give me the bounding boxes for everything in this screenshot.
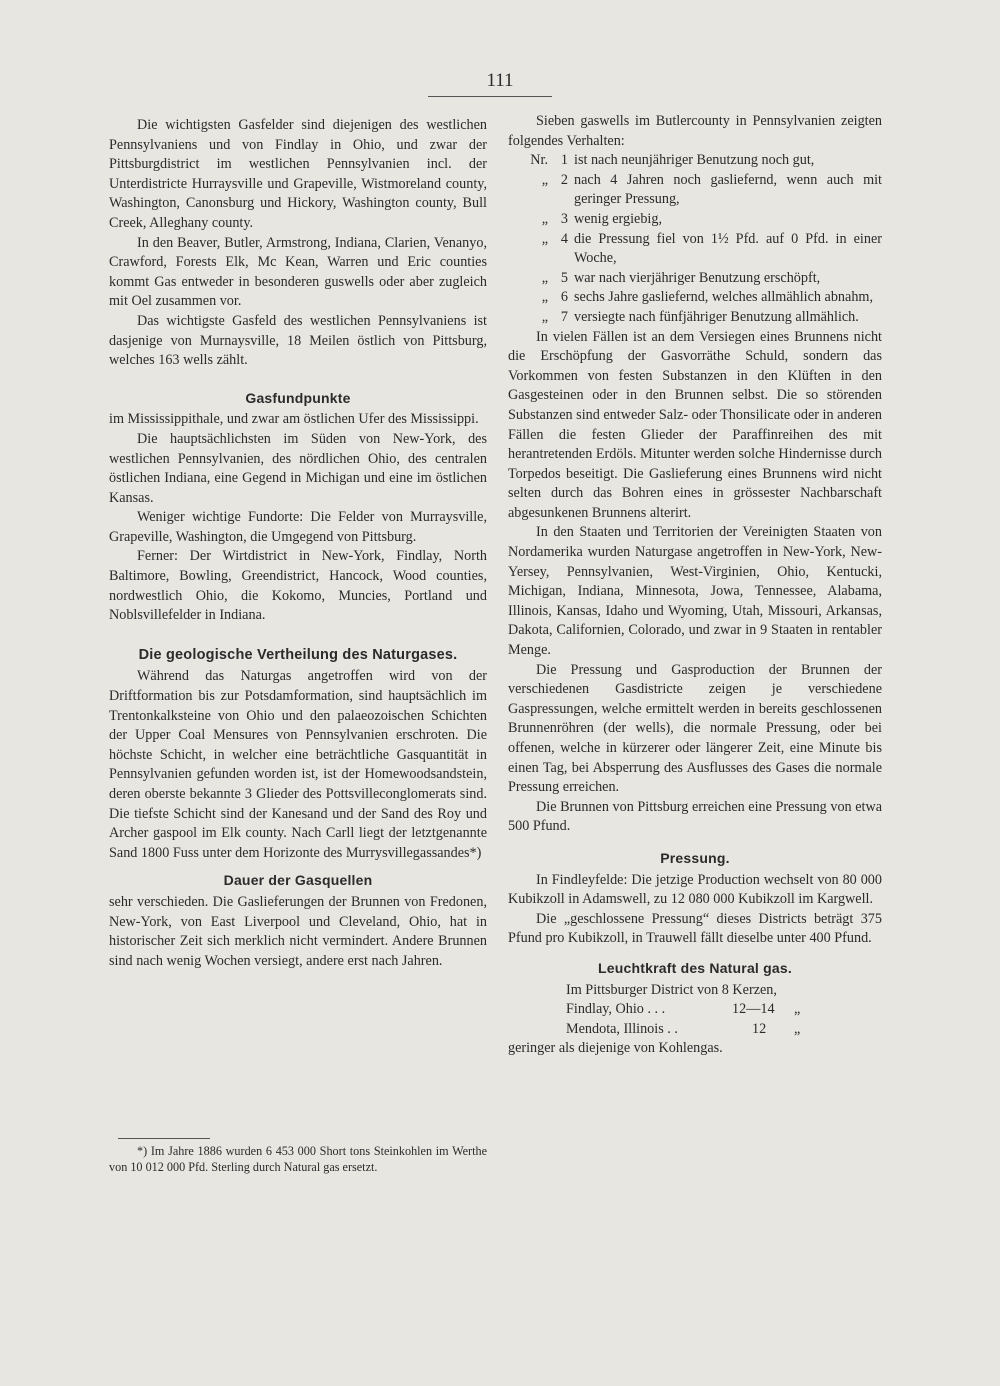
left-column [109,116,487,971]
list-text: nach 4 Jahren noch gasliefernd, wenn auch mit geringer Pressung, [574,171,882,208]
footnote-text: *) Im Jahre 1886 wurden 6 453 000 Short tons Steinkohlen im Werthe von 10 012 000 Pfd. Sterling durch Natural gas ersetzt. [109,1144,487,1174]
list-item [508,210,882,230]
list-text: die Pressung fiel von 1½ Pfd. auf 0 Pfd. in einer Woche, [574,230,882,267]
list-text: war nach vierjähriger Benutzung erschöpft, [574,269,821,286]
list-number: 3 [560,210,568,227]
list-item [508,151,882,171]
luminosity-value: 12—14 [732,1001,775,1018]
paragraph: In den Beaver, Butler, Armstrong, Indiana, Clarien, Venanyo, Crawford, Forests Elk, Mc Kean, Warren und Eric counties kommt Gas entweder in besonderen guswells oder aber zugleich mit Oel zusammen vor. [109,234,487,310]
list-text: ist nach neunjähriger Benutzung noch gut, [574,152,815,169]
heading-gasfundpunkte: Gasfundpunkte [245,389,351,406]
luminosity-row [508,1000,882,1020]
paragraph: Ferner: Der Wirtdistrict in New-York, Findlay, North Baltimore, Bowling, Greendistrict, Hancock, Wood counties, nordwestlich Ohio, die Kokomo, Muncies, Portland und Noblsvillefelder in Indiana. [109,548,487,624]
heading-geologische-vertheilung: Die geologische Vertheilung des Naturgases. [138,646,458,663]
list-text: wenig ergiebig, [574,210,662,227]
paragraph: Die „geschlossene Pressung“ dieses Districts beträgt 375 Pfund pro Kubikzoll, in Trauwell fällt dieselbe unter 400 Pfund. [508,910,882,947]
paragraph: Sieben gaswells im Butlercounty in Pennsylvanien zeigten folgendes Verhalten: [508,113,882,149]
list-item [508,171,882,210]
list-item [508,308,882,328]
paragraph: Die Brunnen von Pittsburg erreichen eine Pressung von etwa 500 Pfund. [508,798,882,835]
paragraph: Während das Naturgas angetroffen wird von der Driftformation bis zur Potsdamformation, sind hauptsächlich im Trentonkalksteine von Ohio und den palaeozoischen Schichten der Upper Coal Mensures von Pennsylvanien erschroten. Die höchste Schicht, in welcher eine beträchtliche Gasquantität in Pennsylvanien gefunden worden ist, ist der Homewoodsandstein, deren oberste bekannte 3 Glieder des Pottsvilleconglomerats sind. Die tiefste Schicht sind der Kanesand und der Sand des Roy und Archer gaspool im Elk county. Nach Carll liegt der letztgenannte Sand 1800 Fuss unter dem Horizonte des Murrysvillegassandes*) [109,668,487,861]
list-mark: „ [541,171,548,188]
list-item [508,230,882,269]
luminosity-place: Mendota, Illinois . . [566,1020,678,1037]
list-number: 1 [560,152,568,169]
heading-leuchtkraft: Leuchtkraft des Natural gas. [598,959,792,976]
list-mark: „ [541,230,548,247]
luminosity-place: Findlay, Ohio . . . [566,1001,666,1018]
luminosity-value: 12 [752,1020,767,1037]
list-number: 2 [560,171,568,188]
gaswell-list [508,151,882,327]
luminosity-row [508,1020,882,1040]
luminosity-unit: „ [794,1020,801,1037]
paragraph: Die hauptsächlichsten im Süden von New-York, des westlichen Pennsylvanien, des nördlichen Ohio, des centralen östlichen Indiana, eine Gegend in Michigan und eine im östlichen Kansas. [109,430,487,506]
footnote-rule [118,1138,210,1139]
paragraph: Das wichtigste Gasfeld des westlichen Pennsylvaniens ist dasjenige von Murnaysville, 18 Meilen östlich von Pittsburg, welches 163 wells zählt. [109,312,487,369]
luminosity-text: Im Pittsburger District von 8 Kerzen, [566,981,777,998]
list-item [508,288,882,308]
luminosity-table [508,981,882,1059]
list-mark: Nr. [530,152,548,169]
paragraph: Die Pressung und Gasproduction der Brunnen der verschiedenen Gasdistricte zeigen je verschiedene Gaspressungen, welche ermittelt werden in bereits geschlossenen Brunnenröhren (der wells), die normale Pressung, oder bei offenen, welche in kürzerer oder längerer Zeit, eine Minute bis einen Tag, bei Absperrung des Ausflusses des Gases die normale Pressung erreichen. [508,661,882,796]
paragraph: Die wichtigsten Gasfelder sind diejenigen des westlichen Pennsylvaniens und von Findlay in Ohio, und zwar der Pittsburgdistrict im westlichen Pennsylvanien incl. der Unterdistricte Hurraysville und Grapeville, Wistmoreland county, Washington, Canonsburg und Hickory, Washington county, Bull Creek, Alleghany county. [109,117,487,231]
paragraph: In vielen Fällen ist an dem Versiegen eines Brunnens nicht die Erschöpfung der Gasvorräthe Schuld, sondern das Vorkommen von festen Substanzen in den Klüften in den Gasgesteinen oder in den Brunnen selbst. Die so störenden Substanzen sind entweder Salz- oder Thonsilicate oder in anderen Fällen die festen Glieder der Paraffinreihen des mit herantretenden Erdöls. Mitunter werden solche Hindernisse durch Torpedos beseitigt. Die Gaslieferung eines Brunnens wird nicht selten durch das Bohren eines in grössester Nachbarschaft abgesunkenen Brunnens alterirt. [508,328,883,521]
heading-pressung: Pressung. [660,849,730,866]
paragraph: In Findleyfelde: Die jetzige Production wechselt von 80 000 Kubikzoll in Adamswell, zu 12 080 000 Kubikzoll im Kargwell. [508,871,882,908]
paragraph: im Mississippithale, und zwar am östlichen Ufer des Mississippi. [109,411,479,428]
footnote [109,1144,487,1175]
luminosity-text: geringer als diejenige von Kohlengas. [508,1040,723,1057]
list-number: 6 [560,289,568,306]
list-mark: „ [541,308,548,325]
list-number: 7 [560,308,568,325]
header-rule [428,96,552,97]
right-column [508,112,882,1059]
list-mark: „ [541,289,548,306]
paragraph: In den Staaten und Territorien der Vereinigten Staaten von Nordamerika wurden Naturgase angetroffen in New-York, New-Yersey, Pennsylvanien, West-Virginien, Ohio, Kentucki, Michigan, Indiana, Minnesota, Jowa, Tennessee, Alabama, Illinois, Kansas, Idaho und Wyoming, Utah, Missouri, Arkansas, Dakota, Californien, Colorado, und zwar in 9 Staaten in rentabler Menge. [508,524,882,659]
list-number: 5 [560,269,568,286]
list-mark: „ [541,269,548,286]
paragraph: sehr verschieden. Die Gaslieferungen der Brunnen von Fredonen, New-York, von East Liverpool und Cleveland, Ohio, hat in historischer Zeit sich merklich nicht vermindert. Andere Brunnen sind nach wenig Wochen versiegt, andere erst nach Jahren. [109,893,487,969]
list-number: 4 [560,230,568,247]
list-mark: „ [541,210,548,227]
list-text: versiegte nach fünfjähriger Benutzung allmählich. [574,308,859,325]
list-text: sechs Jahre gasliefernd, welches allmählich abnahm, [574,289,874,306]
list-item [508,269,882,289]
luminosity-row [508,1039,882,1059]
luminosity-unit: „ [794,1001,801,1018]
paragraph: Weniger wichtige Fundorte: Die Felder von Murraysville, Grapeville, Washington, die Umgegend von Pittsburg. [109,509,487,545]
page-number: 111 [486,70,514,91]
heading-dauer-der-gasquellen: Dauer der Gasquellen [223,872,373,889]
luminosity-row [508,981,882,1001]
